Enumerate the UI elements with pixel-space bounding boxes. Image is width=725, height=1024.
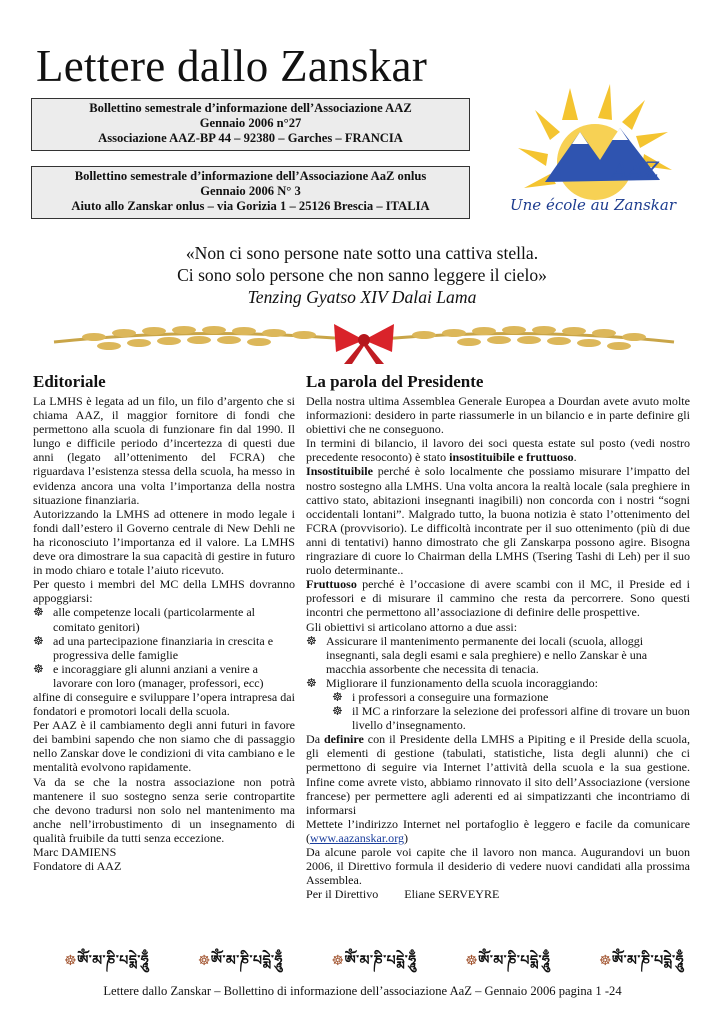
aaz-logo: [500, 70, 700, 220]
website-link[interactable]: www.aazanskar.org: [310, 830, 405, 845]
paragraph: Da alcune parole voi capite che il lavoro non manca. Augurandovi un buon 2006, il Direttivo formula il desiderio di vedere nuovi candidati alla prossima Assemblea.: [306, 845, 690, 888]
info-box-france: [31, 98, 470, 151]
presidente-column: [306, 394, 690, 901]
mantra-strip: [64, 951, 684, 977]
dharma-wheel-icon: ☸: [598, 954, 612, 969]
paragraph: Per questo i membri del MC della LMHS dovranno appoggiarsi:: [33, 577, 295, 606]
logo-tagline: Une école au Zanskar: [510, 196, 676, 214]
signature-line: Per il Direttivo Eliane SERVEYRE: [306, 887, 500, 902]
list-item: ☸ Assicurare il mantenimento permanente dei locali (scuola, alloggi insegnanti, sala degli esami e sala preghiere) e nello Zanskar è una macchia assorbente che necessita di tenacia.: [306, 633, 648, 676]
dharma-wheel-icon: ☸: [331, 954, 345, 969]
dharma-wheel-bullet-icon: ☸: [306, 675, 317, 690]
paragraph: alfine di conseguire e sviluppare l’opera intrapresa dai fondatori e promotori locali della scuola.: [33, 689, 295, 719]
info-box-line: Gennaio 2006 N° 3: [200, 184, 301, 199]
quote-line: Ci sono solo persone che non sanno leggere il cielo»: [177, 265, 547, 285]
paragraph: Della nostra ultima Assemblea Generale Europea a Dourdan avete avuto molte informazioni: desidero in parte riassumerle in un bilancio e in parte definire gli obiettivi che ne conseguono.: [306, 394, 690, 437]
quote-line: «Non ci sono persone nate sotto una cattiva stella.: [185, 243, 539, 263]
list-item: ☸ ad una partecipazione finanziaria in crescita e progressiva delle famiglie: [33, 633, 274, 662]
info-box-line: Gennaio 2006 n°27: [199, 116, 302, 131]
dharma-wheel-bullet-icon: ☸: [332, 704, 343, 719]
paragraph: In termini di bilancio, il lavoro dei soci questa estate sul posto (vedi nostro precedente resoconto) è stato insostituibile e fruttuoso.: [306, 436, 690, 465]
mantra-item: ☸ཨོཾ་མ་ཎི་པདྨེ་ཧཱུྃ: [331, 954, 417, 969]
info-box-line: Bollettino semestrale d’informazione dell’Associazione AaZ onlus: [74, 169, 427, 183]
presidente-heading: La parola del Presidente: [306, 372, 484, 391]
mantra-item: ☸ཨོཾ་མ་ཎི་པདྨེ་ཧཱུྃ: [64, 954, 150, 969]
wheat-ribbon-icon: [34, 312, 694, 366]
mantra-item: ☸ཨོཾ་མ་ཎི་པདྨེ་ཧཱུྃ: [197, 954, 283, 969]
paragraph: La LMHS è legata ad un filo, un filo d’argento che si chiama AAZ, il maggior fornitore di fondi che permettono alla scuola di funzionare fin dal 1990. Il lungo e difficile periodo d’incertezza di questi due anni (legato all’ottenimento del FCRA) che riguardava l’esistenza stessa della scuola, ha messo in evidenza ancora una volta l’importanza della nostra situazione finanziaria.: [33, 394, 295, 507]
editoriale-heading: Editoriale: [33, 372, 106, 391]
paragraph: Va da se che la nostra associazione non potrà mantenere il suo sostegno senza serie contropartite che devono tradursi non solo nel mantenimento ma anche nell’irrobustimento di un insegnamento di qualità fruibile da tutti senza eccezione.: [33, 774, 295, 845]
paragraph: Insostituibile perché è solo localmente che possiamo misurare l’impatto del nostro sostegno alla LMHS. Una volta ancora la realtà locale (sala preghiere in cattivo stato, abitazioni insegnanti inagibili) non concorda con i nostri “sogni occidentali lontani”. Malgrado tutto, la buona notizia è stato l’ottenimento del FCRA (provvisorio). Le difficoltà incontrate per il suo ottenimento (più di due anni di tentativi) hanno dimostrato che gli Zanskarpa possono agire. Bisogna ringraziare di cuore lo Chairman della LMHS (Tsering Tashi di Leh) per il suo ruolo determinante..: [306, 464, 690, 578]
dharma-wheel-icon: ☸: [465, 954, 479, 969]
dharma-wheel-icon: ☸: [197, 954, 211, 969]
dharma-wheel-icon: ☸: [64, 954, 78, 969]
sun-mountains-icon: [500, 70, 700, 220]
list-item: ☸ e incoraggiare gli alunni anziani a venire a lavorare con loro (manager, professori, ecc): [33, 661, 264, 690]
mantra-item: ☸ཨོཾ་མ་ཎི་པདྨེ་ཧཱུྃ: [465, 954, 551, 969]
info-box-italia: [31, 166, 470, 219]
list-item: ☸ alle competenze locali (particolarmente al comitato genitori): [33, 605, 256, 634]
quote-author: Tenzing Gyatso XIV Dalai Lama: [247, 287, 477, 307]
info-box-line: Bollettino semestrale d’informazione dell’Associazione AAZ: [89, 101, 412, 115]
paragraph: Da definire con il Presidente della LMHS a Pipiting e il Preside della scuola, gli elementi di gestione (tabulati, statistiche, lista degli alunni) che ci permettono di seguire via Internet l’attività della scuola e la sua gestione. Infine come avrete visto, abbiamo rinnovato il sito dell’Associazione (versione francese) per permettere agli aderenti ed ai simpatizzanti che incontriamo di informarsi: [306, 732, 690, 817]
dharma-wheel-bullet-icon: ☸: [33, 661, 44, 676]
info-box-line: Aiuto allo Zanskar onlus – via Gorizia 1 – 25126 Brescia – ITALIA: [71, 199, 430, 214]
list-item: ☸ Migliorare il funzionamento della scuola incoraggiando:: [306, 675, 598, 690]
sub-list-item: ☸ i professori a conseguire una formazione: [332, 689, 549, 704]
wheat-ribbon-ornament: [34, 312, 694, 366]
sub-list-item: ☸ il MC a rinforzare la selezione dei professori alfine di trovare un buon livello d’insegnamento.: [332, 704, 690, 733]
page-footer: Lettere dallo Zanskar – Bollettino di informazione dell’associazione AaZ – Gennaio 2006 pagina 1 -24: [103, 984, 622, 998]
paragraph: Fruttuoso perché è l’occasione di avere scambi con il MC, il Preside ed i professori e di misurare il cammino che resta da percorrere. Sono questi incontri che permettono all’associazione di definire delle prospettive.: [306, 577, 690, 620]
dharma-wheel-bullet-icon: ☸: [33, 605, 44, 620]
dharma-wheel-bullet-icon: ☸: [306, 633, 317, 648]
paragraph: Autorizzando la LMHS ad ottenere in modo legale i fondi dall’estero il Governo centrale di New Dehli ne ha riconosciuto l’importanza ed il valore. La LMHS deve ora dimostrare la sua capacità di gestire in futuro in modo chiaro e totale l’aiuto ricevuto.: [33, 506, 295, 578]
info-box-line: Associazione AAZ-BP 44 – 92380 – Garches – FRANCIA: [98, 131, 403, 146]
mantra-item: ☸ཨོཾ་མ་ཎི་པདྨེ་ཧཱུྃ: [598, 954, 684, 969]
dharma-wheel-bullet-icon: ☸: [33, 633, 44, 648]
signature-name: Marc DAMIENS: [33, 845, 117, 859]
signature-role: Fondatore di AAZ: [33, 859, 122, 874]
editoriale-column: [33, 394, 295, 873]
paragraph: Gli obiettivi si articolano attorno a due assi:: [306, 619, 518, 634]
paragraph: Mettete l’indirizzo Internet nel portafoglio è leggero e facile da comunicare (www.aazanskar.org): [306, 816, 690, 845]
opening-quote: [40, 242, 684, 308]
logo-text: AAZ: [612, 159, 660, 184]
dharma-wheel-bullet-icon: ☸: [332, 689, 343, 704]
paragraph: Per AAZ è il cambiamento degli anni futuri in favore dei bambini sapendo che non siamo che di passaggio nello Zanskar dove le condizioni di vita cambiano e le mentalità evolvono rapidamente.: [33, 718, 295, 775]
newsletter-title: Lettere dallo Zanskar: [36, 41, 428, 91]
